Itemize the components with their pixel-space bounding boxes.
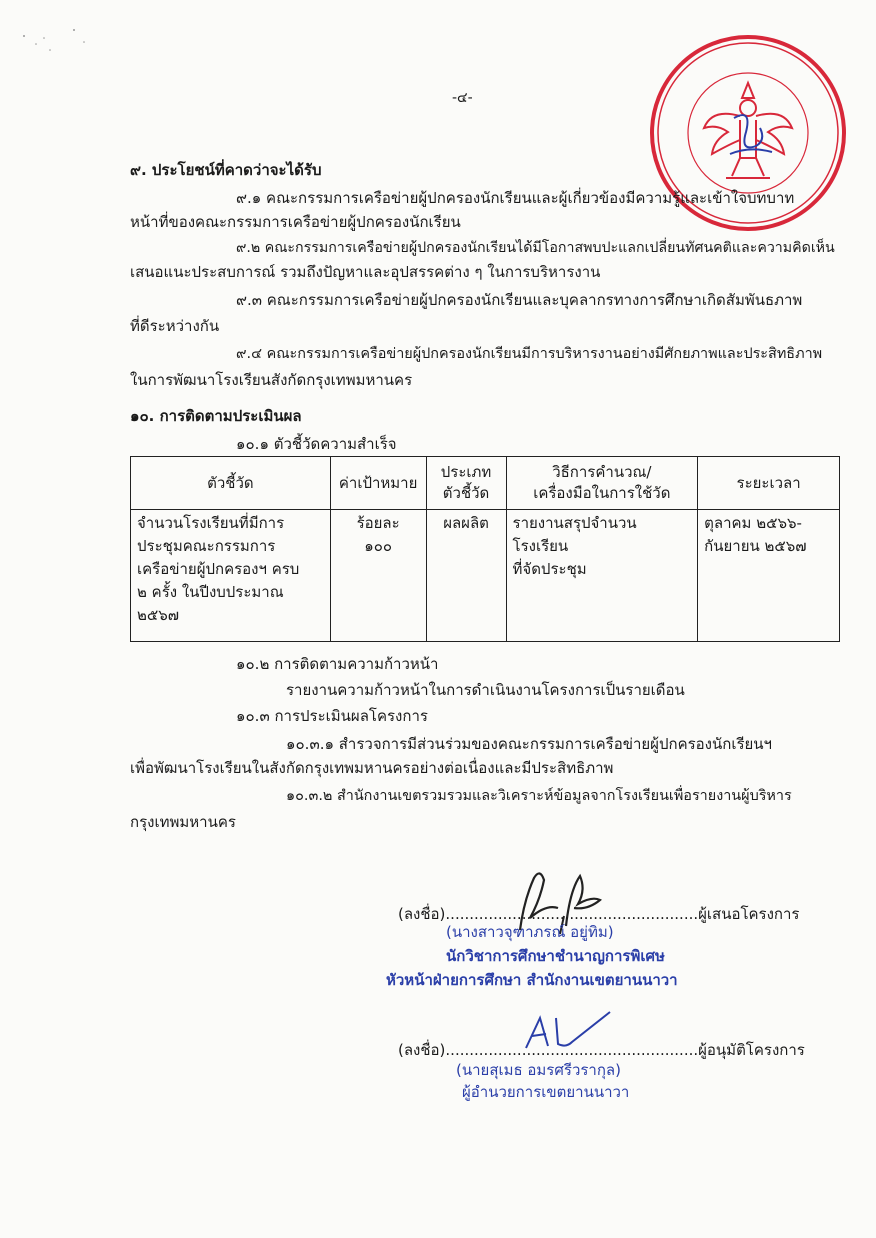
col-header-period: ระยะเวลา <box>698 457 840 510</box>
scan-specks <box>14 24 104 68</box>
col-header-method: วิธีการคำนวณ/ เครื่องมือในการใช้วัด <box>506 457 698 510</box>
subsection-10-1: ๑๐.๑ ตัวชี้วัดความสำเร็จ <box>236 435 397 453</box>
col-header-indicator: ตัวชี้วัด <box>131 457 331 510</box>
cell-method: รายงานสรุปจำนวนโรงเรียน ที่จัดประชุม <box>506 510 698 642</box>
indicator-table <box>130 456 840 642</box>
table-header-row <box>131 457 840 510</box>
item-9-3-line2: ที่ดีระหว่างกัน <box>130 317 220 335</box>
cell-type: ผลผลิต <box>426 510 506 642</box>
signature-2-line: (ลงชื่อ).....................................................ผู้อนุมัติโครงการ <box>398 1041 805 1059</box>
subsection-10-3: ๑๐.๓ การประเมินผลโครงการ <box>236 707 428 725</box>
col-header-type: ประเภท ตัวชี้วัด <box>426 457 506 510</box>
item-9-1-line1: ๙.๑ คณะกรรมการเครือข่ายผู้ปกครองนักเรียนและผู้เกี่ยวข้องมีความรู้และเข้าใจบทบาท <box>236 189 795 207</box>
item-9-2-line2: เสนอแนะประสบการณ์ รวมถึงปัญหาและอุปสรรคต่าง ๆ ในการบริหารงาน <box>130 263 601 281</box>
signature-1-name: (นางสาวจุฑาภรณ์ อยู่ทิม) <box>446 923 614 941</box>
item-9-1-line2: หน้าที่ของคณะกรรมการเครือข่ายผู้ปกครองนักเรียน <box>130 213 461 231</box>
col-header-target: ค่าเป้าหมาย <box>330 457 426 510</box>
subsection-10-3-2-line2: กรุงเทพมหานคร <box>130 813 236 831</box>
signature-2-position1: ผู้อำนวยการเขตยานนาวา <box>462 1083 630 1101</box>
signature-1-position1: นักวิชาการศึกษาชำนาญการพิเศษ <box>446 947 665 965</box>
subsection-10-2: ๑๐.๒ การติดตามความก้าวหน้า <box>236 655 439 673</box>
item-9-4-line2: ในการพัฒนาโรงเรียนสังกัดกรุงเทพมหานคร <box>130 371 413 389</box>
item-9-3-line1: ๙.๓ คณะกรรมการเครือข่ายผู้ปกครองนักเรียนและบุคลากรทางการศึกษาเกิดสัมพันธภาพ <box>236 291 803 309</box>
item-9-4-line1: ๙.๔ คณะกรรมการเครือข่ายผู้ปกครองนักเรียนมีการบริหารงานอย่างมีศักยภาพและประสิทธิภาพ <box>236 346 823 362</box>
subsection-10-3-1-line2: เพื่อพัฒนาโรงเรียนในสังกัดกรุงเทพมหานครอย่างต่อเนื่องและมีประสิทธิภาพ <box>130 759 614 777</box>
cell-period: ตุลาคม ๒๕๖๖- กันยายน ๒๕๖๗ <box>698 510 840 642</box>
cell-target: ร้อยละ ๑๐๐ <box>330 510 426 642</box>
signature-1-position2: หัวหน้าฝ่ายการศึกษา สำนักงานเขตยานนาวา <box>386 971 678 989</box>
section-10-heading: ๑๐. การติดตามประเมินผล <box>130 407 302 425</box>
item-9-2-line1: ๙.๒ คณะกรรมการเครือข่ายผู้ปกครองนักเรียนได้มีโอกาสพบปะแลกเปลี่ยนทัศนคติและความคิดเห็น <box>236 240 835 256</box>
subsection-10-3-2-line1: ๑๐.๓.๒ สำนักงานเขตรวมรวมและวิเคราะห์ข้อมูลจากโรงเรียนเพื่อรายงานผู้บริหาร <box>286 788 792 804</box>
cell-indicator: จำนวนโรงเรียนที่มีการ ประชุมคณะกรรมการ เครือข่ายผู้ปกครองฯ ครบ ๒ ครั้ง ในปีงบประมาณ ๒๕๖๗ <box>131 510 331 642</box>
signature-1-line: (ลงชื่อ).....................................................ผู้เสนอโครงการ <box>398 905 800 923</box>
section-9-heading: ๙. ประโยชน์ที่คาดว่าจะได้รับ <box>130 161 322 179</box>
subsection-10-3-1-line1: ๑๐.๓.๑ สำรวจการมีส่วนร่วมของคณะกรรมการเครือข่ายผู้ปกครองนักเรียนฯ <box>286 735 772 753</box>
page-number: -๔- <box>452 90 473 106</box>
signature-2-name: (นายสุเมธ อมรศรีวรากุล) <box>456 1061 621 1079</box>
subsection-10-2-text: รายงานความก้าวหน้าในการดำเนินงานโครงการเป็นรายเดือน <box>286 681 685 699</box>
table-row <box>131 510 840 642</box>
